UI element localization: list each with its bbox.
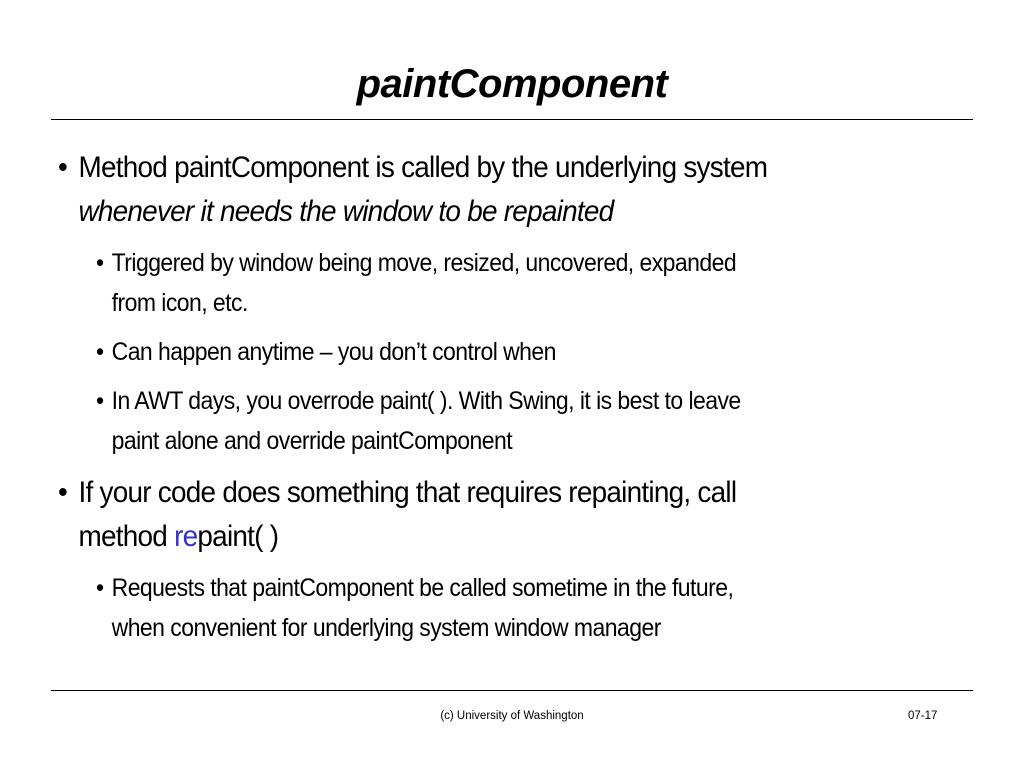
title-divider bbox=[51, 119, 973, 120]
sub-bullet-text: In AWT days, you overrode paint( ). With Swing, it is best to leave bbox=[111, 387, 741, 415]
sub-bullet-text: Can happen anytime – you don’t control when bbox=[111, 338, 556, 366]
slide-title: paintComponent bbox=[356, 62, 668, 106]
bullet-list bbox=[58, 146, 958, 648]
bullet-text-italic: whenever it needs the window to be repainted bbox=[78, 195, 614, 228]
text-suffix: paint( ) bbox=[197, 520, 279, 553]
bullet-text-cont bbox=[78, 515, 971, 559]
bullet-dot: • bbox=[96, 574, 104, 602]
text-prefix: method bbox=[78, 520, 175, 553]
bullet-item bbox=[58, 471, 971, 559]
page-number: 07-17 bbox=[908, 710, 938, 722]
sub-bullet-text-cont: when convenient for underlying system window manager bbox=[111, 614, 661, 642]
bullet-dot: • bbox=[96, 249, 104, 277]
bullet-text: Method paintComponent is called by the underlying system bbox=[78, 151, 768, 184]
sub-bullet-text: Requests that paintComponent be called sometime in the future, bbox=[111, 574, 734, 602]
accent-text: re bbox=[174, 520, 198, 553]
bullet-dot: • bbox=[58, 151, 68, 184]
footer-copyright: (c) University of Washington bbox=[440, 710, 584, 722]
bullet-dot: • bbox=[58, 476, 68, 509]
footer-divider bbox=[51, 690, 973, 691]
sub-bullet-item bbox=[96, 381, 921, 461]
bullet-item bbox=[58, 146, 971, 234]
sub-bullet-text-cont: from icon, etc. bbox=[111, 289, 248, 317]
sub-bullet-text-cont: paint alone and override paintComponent bbox=[111, 427, 513, 455]
sub-bullet-item bbox=[96, 568, 921, 648]
sub-bullet-item bbox=[96, 243, 921, 323]
sub-bullet-item bbox=[96, 332, 921, 372]
sub-bullet-text: Triggered by window being move, resized, uncovered, expanded bbox=[111, 249, 737, 277]
bullet-text: If your code does something that requires repainting, call bbox=[78, 476, 737, 509]
bullet-dot: • bbox=[96, 387, 104, 415]
bullet-dot: • bbox=[96, 338, 104, 366]
